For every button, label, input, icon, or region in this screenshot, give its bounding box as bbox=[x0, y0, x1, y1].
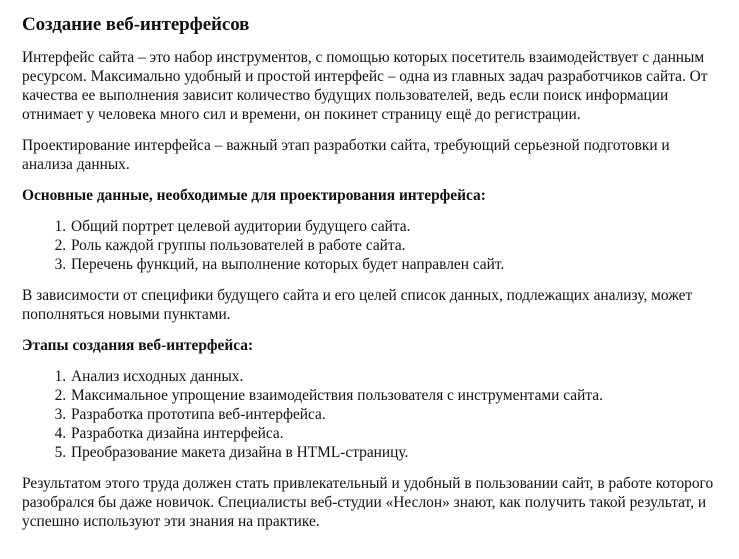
stages-section-heading: Этапы создания веб-интерфейса: bbox=[22, 337, 254, 354]
list-item: 2. Максимальное упрощение взаимодействия пользователя с инструментами сайта. bbox=[70, 386, 723, 405]
data-requirements-list bbox=[22, 217, 723, 274]
data-section-heading: Основные данные, необходимые для проектирования интерфейса: bbox=[22, 187, 486, 204]
stages-list bbox=[22, 367, 723, 462]
design-paragraph: Проектирование интерфейса – важный этап разработки сайта, требующий серьезной подготовки и анализа данных. bbox=[22, 137, 670, 173]
page-title: Создание веб-интерфейсов bbox=[22, 14, 250, 35]
list-item: 5. Преобразование макета дизайна в HTML-страницу. bbox=[70, 443, 723, 462]
list-item: 1. Общий портрет целевой аудитории будущего сайта. bbox=[70, 217, 723, 236]
list-item: 3. Перечень функций, на выполнение которых будет направлен сайт. bbox=[70, 255, 723, 274]
list-item: 4. Разработка дизайна интерфейса. bbox=[70, 424, 723, 443]
list-item: 2. Роль каждой группы пользователей в работе сайта. bbox=[70, 236, 723, 255]
dependency-paragraph: В зависимости от специфики будущего сайта и его целей список данных, подлежащих анализу, может пополняться новыми пунктами. bbox=[22, 287, 693, 323]
list-item: 3. Разработка прототипа веб-интерфейса. bbox=[70, 405, 723, 424]
result-paragraph: Результатом этого труда должен стать привлекательный и удобный в пользовании сайт, в работе которого разобрался бы даже новичок. Специалисты веб-студии «Неслон» знают, как получить такой результат, и успешно используют эти знания на практике. bbox=[22, 475, 714, 530]
intro-paragraph: Интерфейс сайта – это набор инструментов, с помощью которых посетитель взаимодействует с данным ресурсом. Максимально удобный и простой интерфейс – одна из главных задач разработчиков сайта. От качества ее выполнения зависит количество будущих пользователей, ведь если поиск информации отнимает у человека много сил и времени, он покинет страницу ещё до регистрации. bbox=[22, 49, 708, 123]
list-item: 1. Анализ исходных данных. bbox=[70, 367, 723, 386]
